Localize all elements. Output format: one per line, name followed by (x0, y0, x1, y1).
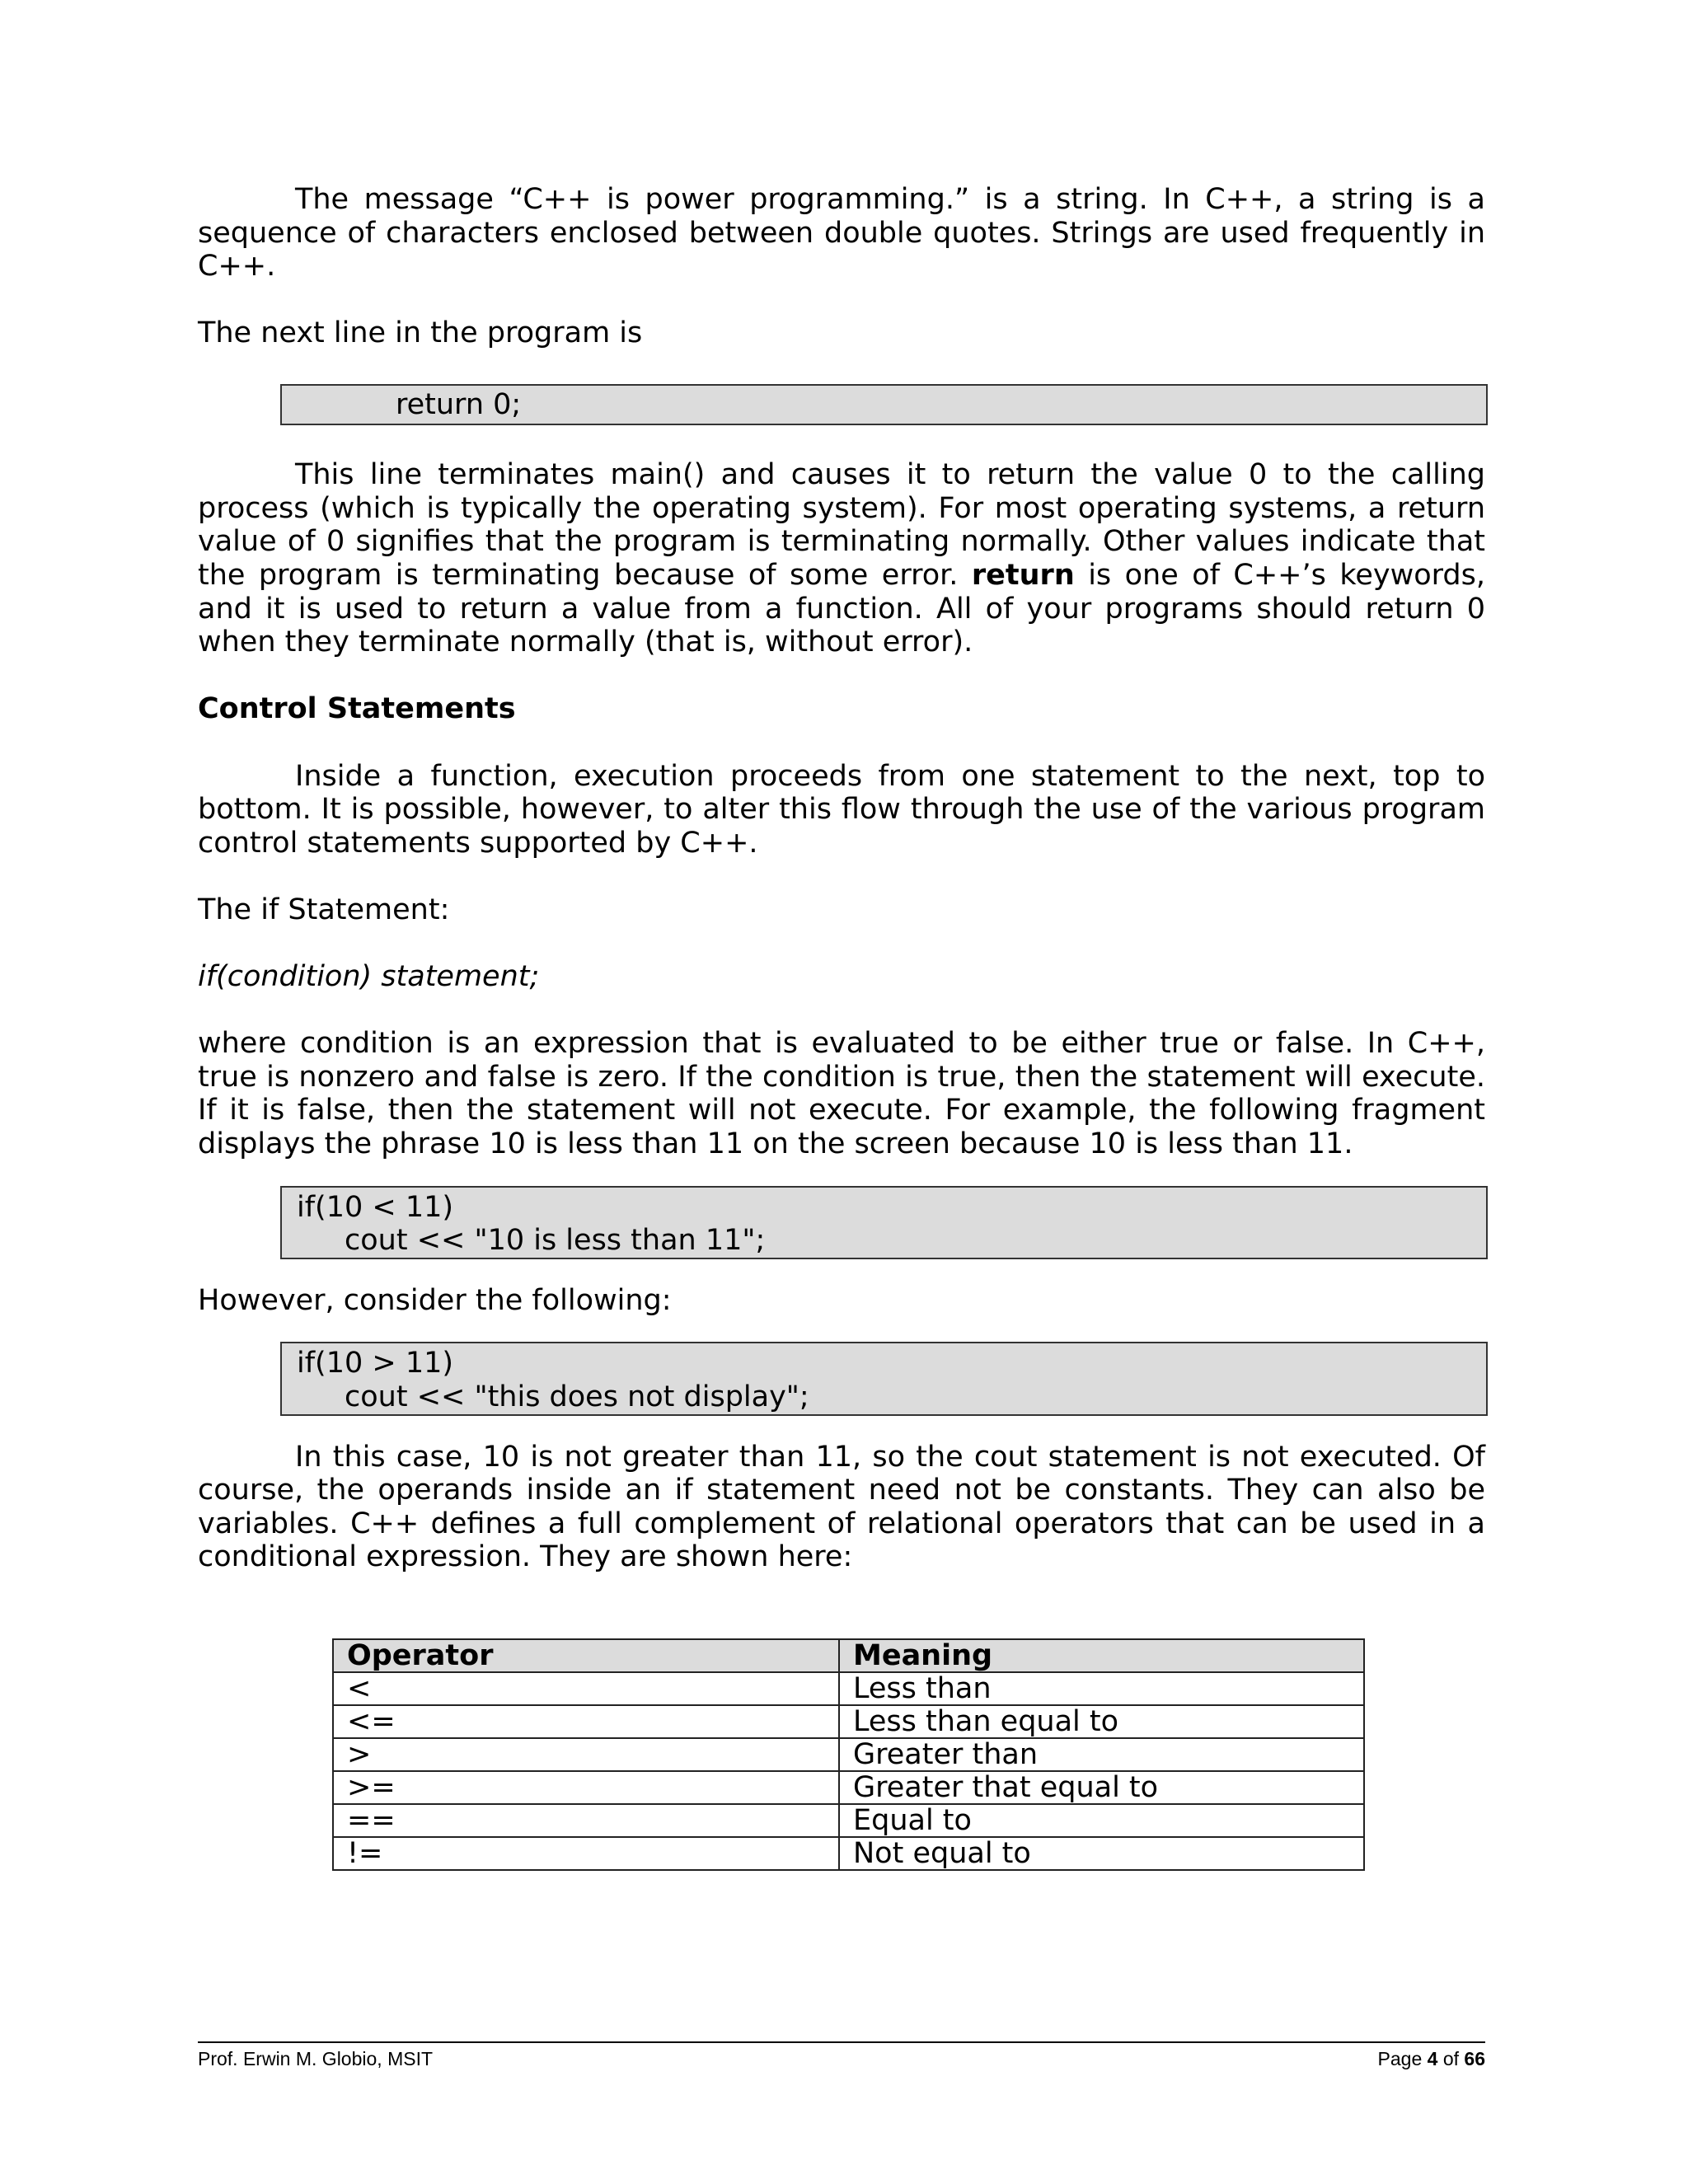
table-row (333, 1804, 1364, 1837)
table-row (333, 1705, 1364, 1738)
section-heading: Control Statements (198, 692, 516, 726)
control-statements-paragraph: Inside a function, execution proceeds from one statement to the next, top to bottom. It is possible, however, to alter this flow through the use of the various program control statements supported by C++. (198, 759, 1485, 860)
operator-cell: != (333, 1837, 839, 1870)
operators-table-wrapper (332, 1638, 1485, 1871)
meaning-cell: Greater than (839, 1738, 1364, 1771)
operator-cell: < (333, 1672, 839, 1705)
return-keyword: return (971, 558, 1075, 592)
page-of: of (1437, 2048, 1465, 2069)
operators-table (332, 1638, 1365, 1871)
operator-cell: >= (333, 1771, 839, 1804)
code-block-if-false (280, 1342, 1488, 1415)
table-header-meaning: Meaning (839, 1639, 1364, 1672)
return-text-after: is one of C++’s keywords, and it is used to return a value from a function. All of your programs should return 0 when they terminate normally (that is, without error). (198, 558, 1485, 659)
code-line: if(10 > 11) (297, 1347, 454, 1380)
code-block-return (280, 384, 1488, 425)
page-total: 66 (1464, 2048, 1485, 2069)
if-syntax: if(condition) statement; (198, 960, 540, 994)
table-header-operator: Operator (333, 1639, 839, 1672)
relational-operators-paragraph: In this case, 10 is not greater than 11, so the cout statement is not executed. Of course, the operands inside an if statement need not be constants. They can also be variables. C++ defines a full complement of relational operators that can be used in a conditional expression. They are shown here: (198, 1440, 1485, 1574)
return-text-before: This line terminates main() and causes it to return the value 0 to the calling process (which is typically the operating system). For most operating systems, a return value of 0 signifies that the program is terminating normally. Other values indicate that the program is terminating because of some error. (198, 458, 1485, 592)
meaning-cell: Equal to (839, 1804, 1364, 1837)
footer-author: Prof. Erwin M. Globio, MSIT (198, 2048, 434, 2069)
however-paragraph: However, consider the following: (198, 1283, 672, 1317)
page-prefix: Page (1377, 2048, 1428, 2069)
table-row (333, 1672, 1364, 1705)
if-statement-title: The if Statement: (198, 893, 450, 926)
code-line: cout << "10 is less than 11"; (345, 1224, 766, 1258)
page-body (198, 183, 1485, 1871)
footer-divider (198, 2041, 1485, 2043)
string-explanation-paragraph: The message “C++ is power programming.” is a string. In C++, a string is a sequence of characters enclosed between double quotes. Strings are used frequently in C++. (198, 183, 1485, 284)
meaning-cell: Greater that equal to (839, 1771, 1364, 1804)
meaning-cell: Less than (839, 1672, 1364, 1705)
page-current: 4 (1427, 2048, 1438, 2069)
next-line-paragraph: The next line in the program is (198, 316, 643, 350)
return-explanation-paragraph (198, 458, 1485, 659)
code-line: if(10 < 11) (297, 1190, 454, 1224)
condition-explanation-paragraph: where condition is an expression that is evaluated to be either true or false. In C++, true is nonzero and false is zero. If the condition is true, then the statement will execute. If it is false, then the statement will not execute. For example, the following fragment displays the phrase 10 is less than 11 on the screen because 10 is less than 11. (198, 1027, 1485, 1161)
code-line: return 0; (396, 387, 522, 421)
meaning-cell: Less than equal to (839, 1705, 1364, 1738)
table-row (333, 1837, 1364, 1870)
operator-cell: <= (333, 1705, 839, 1738)
operator-cell: > (333, 1738, 839, 1771)
table-header-row (333, 1639, 1364, 1672)
table-row (333, 1771, 1364, 1804)
meaning-cell: Not equal to (839, 1837, 1364, 1870)
page-number (1378, 2047, 1485, 2070)
code-line: cout << "this does not display"; (345, 1380, 809, 1413)
operator-cell: == (333, 1804, 839, 1837)
table-row (333, 1738, 1364, 1771)
code-block-if-true (280, 1186, 1488, 1259)
